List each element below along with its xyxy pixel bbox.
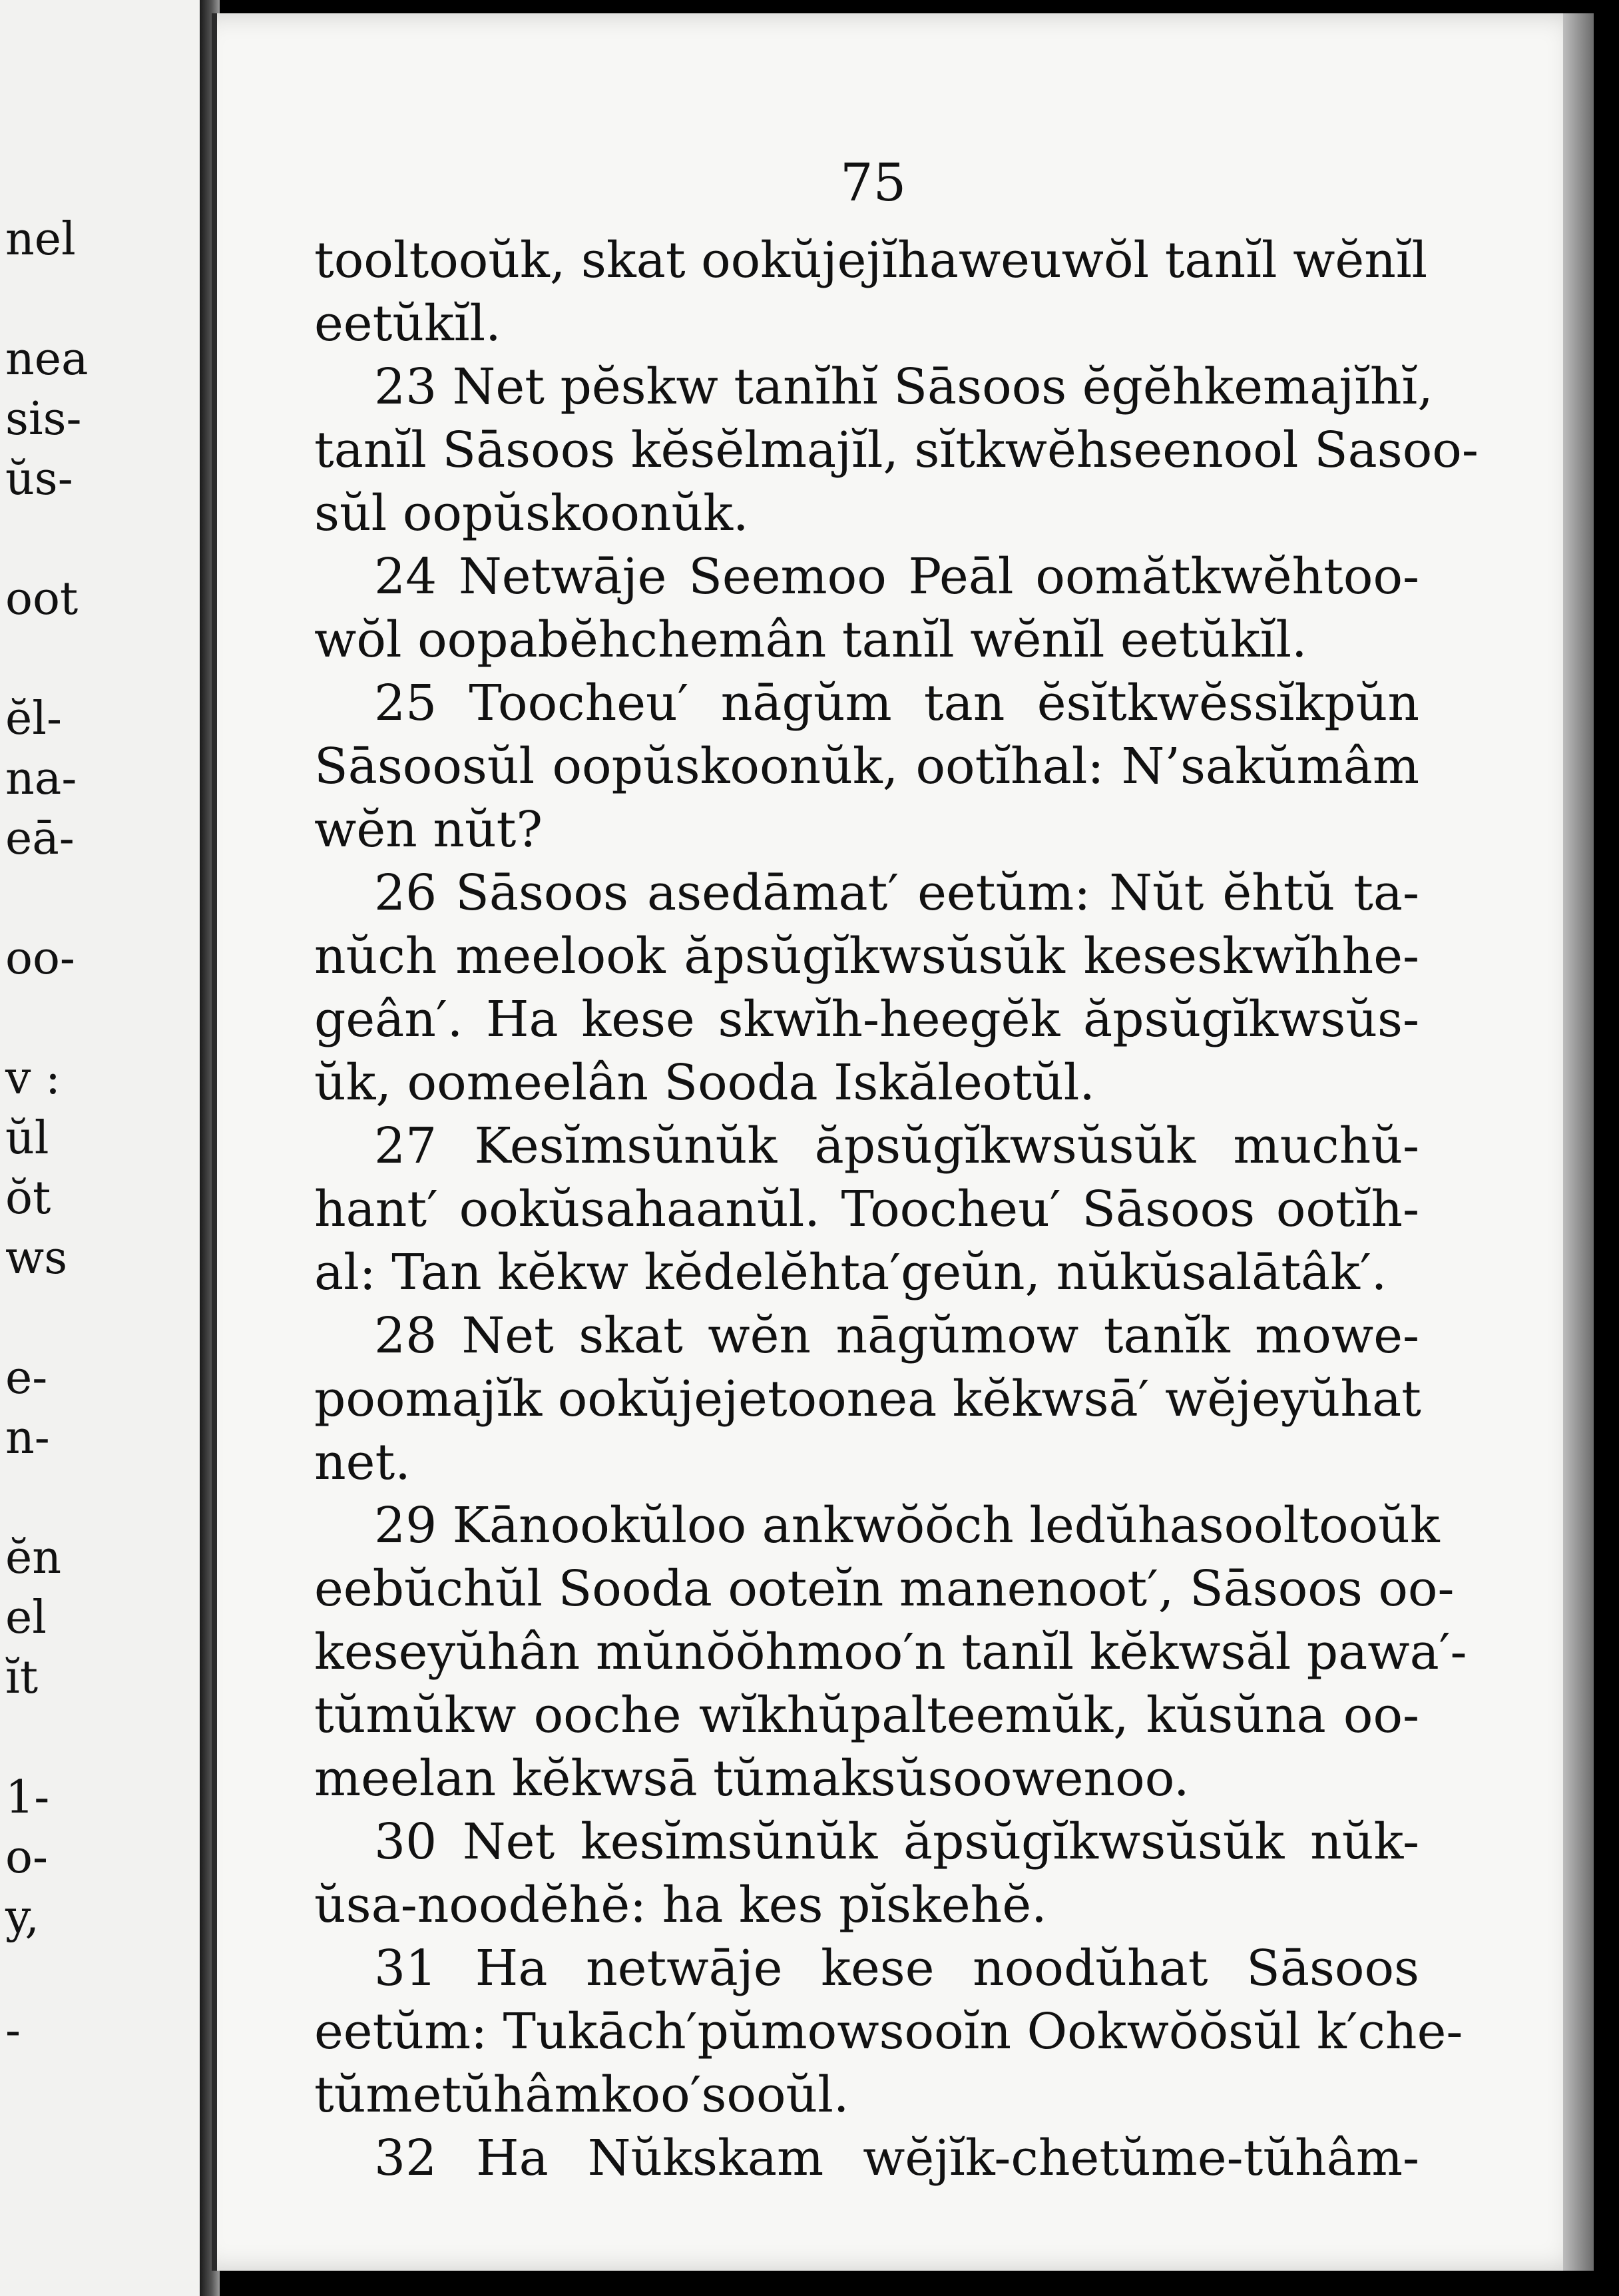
text-line: wĕn nŭt? <box>314 801 543 858</box>
fragment-text: 1- <box>5 1771 50 1824</box>
fragment-text: e- <box>5 1352 48 1404</box>
fragment-text: nel <box>5 213 76 266</box>
text-line: 24 Netwāje Seemoo Peāl oomătkwĕhtoo- <box>374 548 1419 605</box>
fragment-text: na- <box>5 752 77 805</box>
fragment-text: sis- <box>5 393 82 445</box>
text-line: tooltooŭk, skat ookŭjejĭhaweuwŏl tanĭl wĕnĭl <box>314 232 1428 289</box>
fragment-text: v : <box>5 1052 61 1105</box>
fragment-text: y, <box>5 1891 39 1944</box>
text-line: 27 Kesĭmsŭnŭk ăpsŭgĭkwsŭsŭk muchŭ- <box>374 1117 1419 1175</box>
fragment-text: eā- <box>5 812 75 865</box>
text-line: 28 Net skat wĕn nāgŭmow tanĭk mowe- <box>374 1307 1419 1364</box>
fragment-text: nea <box>5 333 89 386</box>
text-line: 29 Kānookŭloo ankwŏŏch ledŭhasooltooŭk <box>374 1497 1440 1554</box>
fragment-text: ŭl <box>5 1112 49 1165</box>
fragment-text: ĕl- <box>5 693 62 745</box>
fragment-text: ws <box>5 1232 68 1285</box>
page-edge <box>1563 13 1594 2271</box>
text-line: tŭmŭkw ooche wĭkhŭpalteemŭk, kŭsŭna oo- <box>314 1687 1419 1744</box>
fragment-text: oo- <box>5 932 75 985</box>
facing-page-fragment <box>0 0 204 2296</box>
fragment-text: ĕn <box>5 1532 62 1584</box>
text-line: 32 Ha Nŭkskam wĕjĭk-chetŭme-tŭhâm- <box>374 2130 1419 2187</box>
book-page <box>212 13 1594 2271</box>
text-line: 30 Net kesĭmsŭnŭk ăpsŭgĭkwsŭsŭk nŭk- <box>374 1813 1419 1870</box>
text-line: poomajĭk ookŭjejetoonea kĕkwsā′ wĕjeyŭhat <box>314 1370 1421 1428</box>
fragment-text: o- <box>5 1831 48 1884</box>
fragment-text: ŭs- <box>5 453 73 505</box>
text-line: ŭsa-noodĕhĕ: ha kes pĭskehĕ. <box>314 1876 1047 1934</box>
text-line: tŭmetŭhâmkoo′sooŭl. <box>314 2066 849 2124</box>
text-line: ŭk, oomeelân Sooda Iskăleotŭl. <box>314 1054 1095 1111</box>
text-line: sŭl oopŭskoonŭk. <box>314 485 749 542</box>
text-line: 23 Net pĕskw tanĭhĭ Sāsoos ĕgĕhkemajĭhĭ, <box>374 358 1433 416</box>
text-line: eebŭchŭl Sooda ooteĭn manenoot′, Sāsoos oo- <box>314 1560 1455 1617</box>
text-line: net. <box>314 1434 411 1491</box>
text-line: keseyŭhân mŭnŏŏhmoo′n tanĭl kĕkwsăl pawa′- <box>314 1623 1467 1681</box>
text-line: al: Tan kĕkw kĕdelĕhta′geŭn, nŭkŭsalātâk′. <box>314 1244 1387 1301</box>
page-number: 75 <box>840 153 907 213</box>
text-line: tanĭl Sāsoos kĕsĕlmajĭl, sĭtkwĕhseenool Sasoo- <box>314 422 1479 479</box>
fragment-text: - <box>5 2004 21 2057</box>
fragment-text: oot <box>5 573 79 625</box>
text-line: hant′ ookŭsahaanŭl. Toocheu′ Sāsoos ootĭh- <box>314 1181 1419 1238</box>
text-line: Sāsoosŭl oopŭskoonŭk, ootĭhal: N’sakŭmâm <box>314 738 1419 795</box>
verse-text-block <box>314 232 1479 2197</box>
text-line: 26 Sāsoos asedāmat′ eetŭm: Nŭt ĕhtŭ ta- <box>374 864 1419 922</box>
text-line: eetŭm: Tukāch′pŭmowsooĭn Ookwŏŏsŭl k′che- <box>314 2003 1463 2060</box>
text-line: geân′. Ha kese skwĭh-heegĕk ăpsŭgĭkwsŭs- <box>314 991 1419 1048</box>
text-line: 25 Toocheu′ nāgŭm tan ĕsĭtkwĕssĭkpŭn <box>374 675 1419 732</box>
text-line: 31 Ha netwāje kese noodŭhat Sāsoos <box>374 1940 1419 1997</box>
text-line: nŭch meelook ăpsŭgĭkwsŭsŭk keseskwĭhhe- <box>314 928 1419 985</box>
fragment-text: n- <box>5 1412 50 1464</box>
text-line: wŏl oopabĕhchemân tanĭl wĕnĭl eetŭkĭl. <box>314 611 1307 669</box>
text-line: eetŭkĭl. <box>314 295 501 352</box>
fragment-text: ŏt <box>5 1172 51 1225</box>
fragment-text: ĭt <box>5 1651 39 1704</box>
text-line: meelan kĕkwsā tŭmaksŭsoowenoo. <box>314 1750 1190 1807</box>
fragment-text: el <box>5 1591 47 1644</box>
